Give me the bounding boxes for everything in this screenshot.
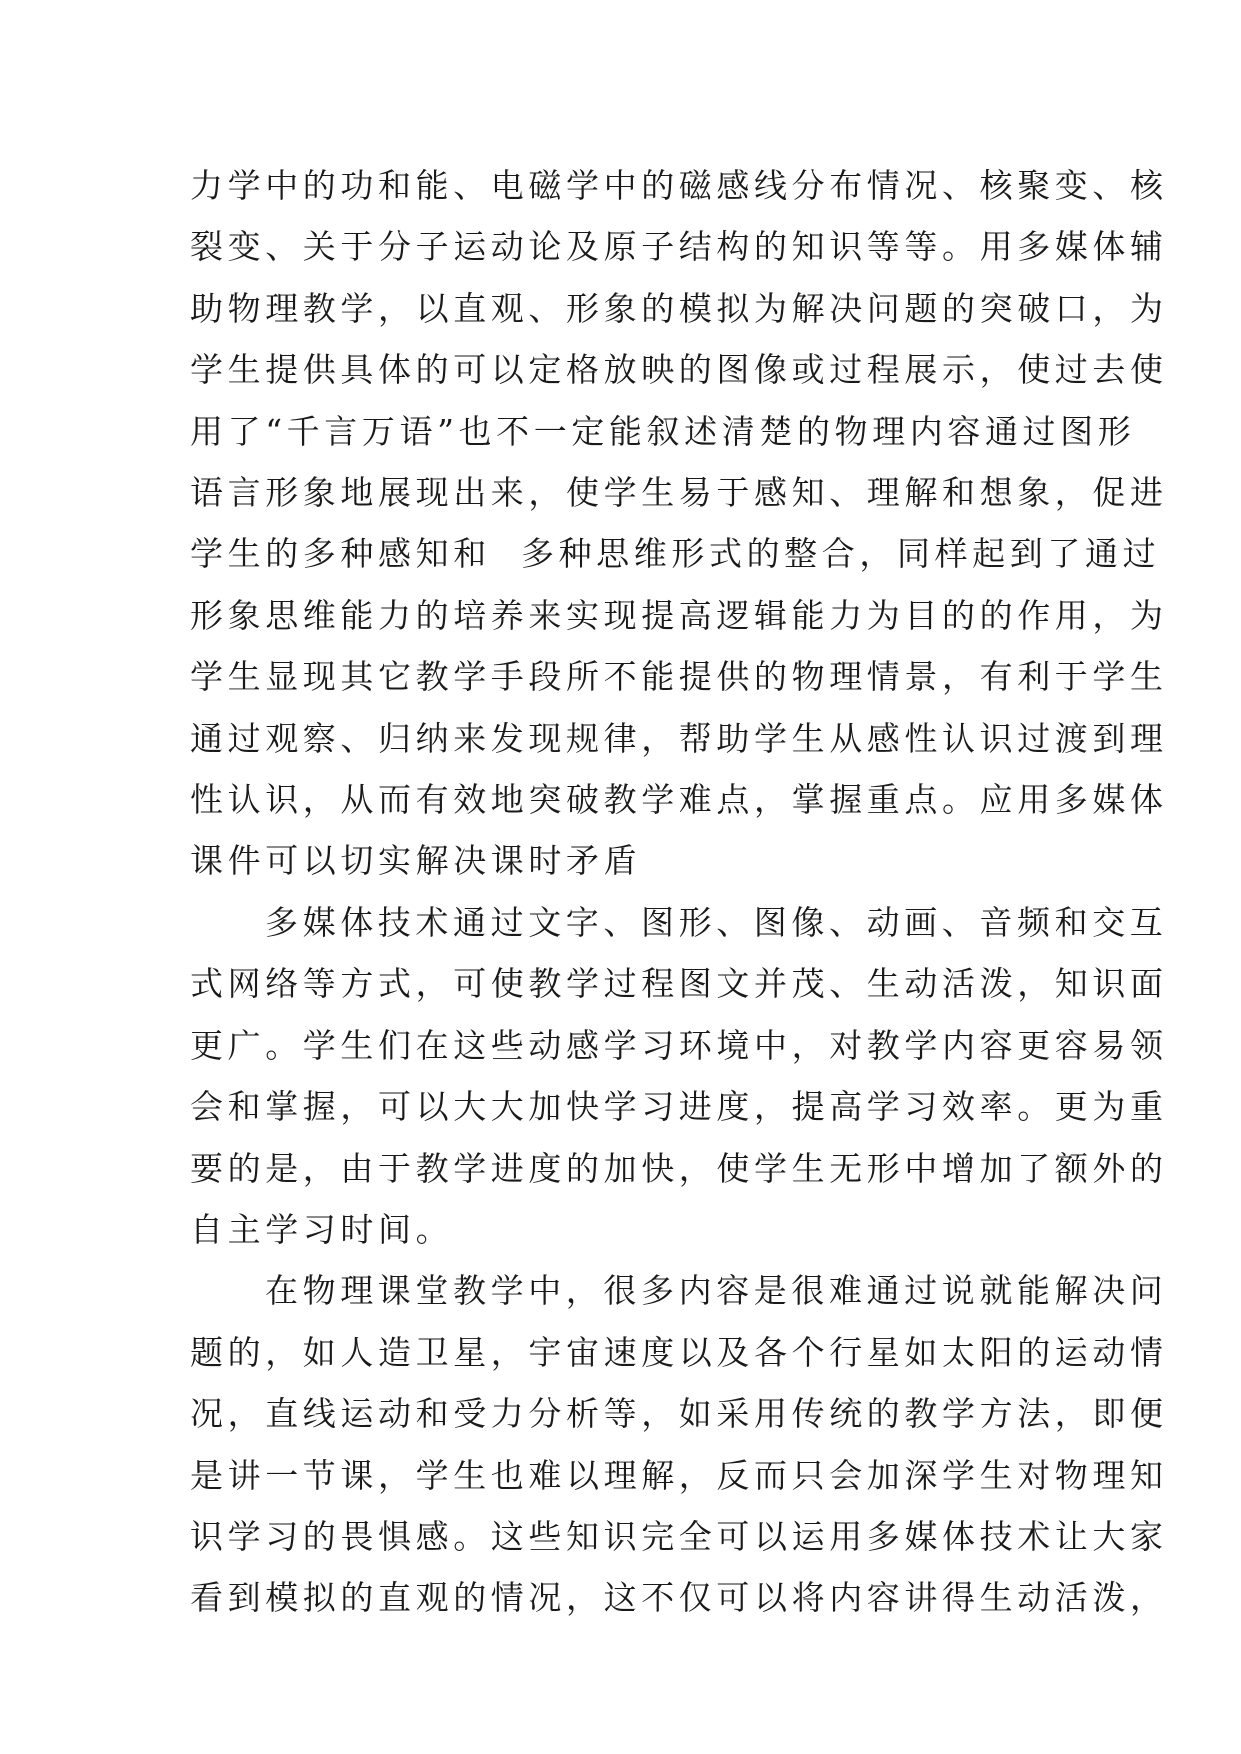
- text-line: 识学习的畏惧感。这些知识完全可以运用多媒体技术让大家: [190, 1516, 1168, 1556]
- text-line: 看到模拟的直观的情况，这不仅可以将内容讲得生动活泼，: [190, 1578, 1168, 1618]
- text-line: 学生的多种感知和 多种思维形式的整合，同样起到了通过: [190, 534, 1161, 574]
- text-line: 性认识，从而有效地突破教学难点，掌握重点。应用多媒体: [190, 780, 1168, 820]
- text-line: 式网络等方式，可使教学过程图文并茂、生动活泼，知识面: [190, 964, 1168, 1004]
- text-line: 学生提供具体的可以定格放映的图像或过程展示，使过去使: [190, 350, 1168, 390]
- text-line: 自主学习时间。: [190, 1209, 454, 1249]
- text-line: 助物理教学，以直观、形象的模拟为解决问题的突破口，为: [190, 288, 1168, 328]
- text-line: 通过观察、归纳来发现规律，帮助学生从感性认识过渡到理: [190, 718, 1168, 758]
- text-line: 语言形象地展现出来，使学生易于感知、理解和想象，促进: [190, 473, 1168, 513]
- text-line: 多媒体技术通过文字、图形、图像、动画、音频和交互: [265, 902, 1168, 942]
- body-text: [190, 155, 1168, 1629]
- text-line: 是讲一节课，学生也难以理解，反而只会加深学生对物理知: [190, 1455, 1168, 1495]
- text-line: 在物理课堂教学中，很多内容是很难通过说就能解决问: [265, 1271, 1168, 1311]
- text-line: 况，直线运动和受力分析等，如采用传统的教学方法，即便: [190, 1394, 1168, 1434]
- text-line: 裂变、关于分子运动论及原子结构的知识等等。用多媒体辅: [190, 227, 1168, 267]
- paragraph-2: [190, 892, 1168, 1260]
- paragraph-3: [190, 1260, 1168, 1628]
- text-line: 用了“千言万语”也不一定能叙述清楚的物理内容通过图形: [190, 411, 1136, 451]
- text-line: 更广。学生们在这些动感学习环境中，对教学内容更容易领: [190, 1025, 1168, 1065]
- text-line: 形象思维能力的培养来实现提高逻辑能力为目的的作用，为: [190, 595, 1168, 635]
- text-line: 会和掌握，可以大大加快学习进度，提高学习效率。更为重: [190, 1087, 1168, 1127]
- text-line: 力学中的功和能、电磁学中的磁感线分布情况、核聚变、核: [190, 166, 1168, 205]
- text-line: 学生显现其它教学手段所不能提供的物理情景，有利于学生: [190, 657, 1168, 697]
- text-line: 题的，如人造卫星，宇宙速度以及各个行星如太阳的运动情: [190, 1332, 1168, 1372]
- text-line: 要的是，由于教学进度的加快，使学生无形中增加了额外的: [190, 1148, 1168, 1188]
- text-line: 课件可以切实解决课时矛盾: [190, 841, 642, 881]
- paragraph-1: [190, 155, 1168, 892]
